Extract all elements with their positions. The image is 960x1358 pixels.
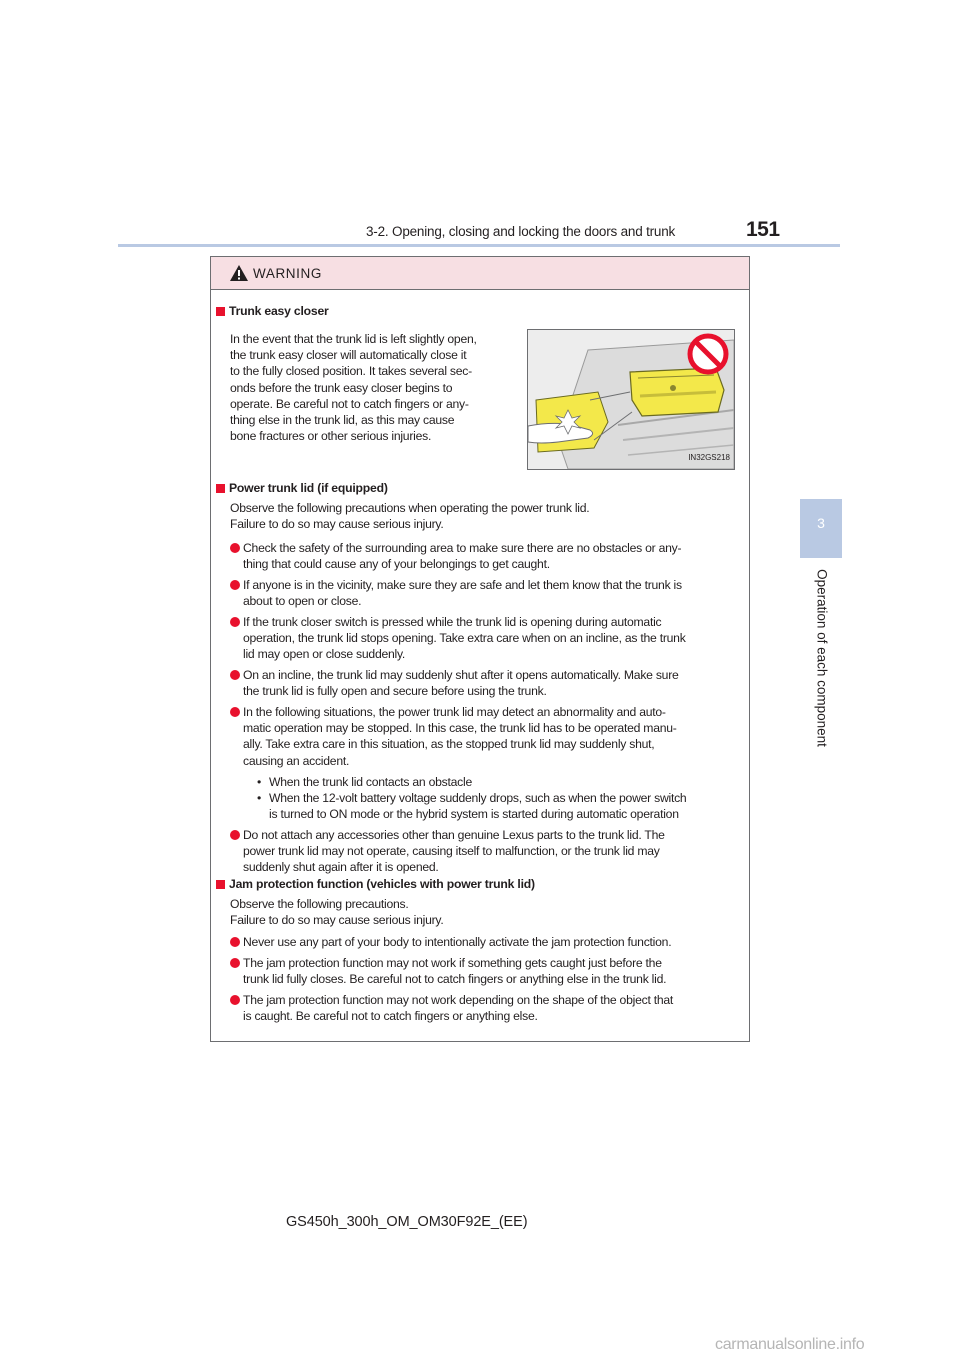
text-line: If the trunk closer switch is pressed while the trunk lid is opening during automatic [243, 615, 662, 629]
bullet-dot-icon [230, 707, 240, 717]
warning-box [210, 256, 750, 1042]
page-number: 151 [746, 218, 780, 241]
text-line: the trunk easy closer will automatically close it [230, 348, 467, 363]
section-square-icon [216, 307, 225, 316]
text-line: bone fractures or other serious injuries. [230, 429, 432, 444]
text-line: If anyone is in the vicinity, make sure they are safe and let them know that the trunk is [243, 578, 682, 592]
text-line: matic operation may be stopped. In this case, the trunk lid has to be operated manu- [243, 721, 677, 736]
warning-label: WARNING [253, 265, 322, 281]
text-line: lid may open or close suddenly. [243, 647, 406, 662]
jam-protection-heading [216, 876, 535, 892]
text-line: the trunk lid is fully open and secure before using the trunk. [243, 684, 547, 699]
illustration-code: IN32GS218 [688, 452, 730, 462]
bullet-dot-icon [230, 830, 240, 840]
sub-bullet-icon: • [257, 791, 262, 805]
bullet-dot-icon [230, 580, 240, 590]
watermark-link[interactable]: carmanualsonline.info [715, 1336, 865, 1353]
easy-closer-heading [216, 303, 329, 319]
text-line: Check the safety of the surrounding area to make sure there are no obstacles or any- [243, 541, 682, 555]
bullet-item [230, 955, 757, 987]
power-lid-heading [216, 480, 388, 496]
text-line: about to open or close. [243, 594, 362, 609]
jam-protection-title: Jam protection function (vehicles with power trunk lid) [229, 877, 535, 891]
bullet-dot-icon [230, 937, 240, 947]
text-line: thing that could cause any of your belongings to get caught. [243, 557, 550, 572]
section-title: 3-2. Opening, closing and locking the doors and trunk [366, 224, 676, 239]
text-line: Observe the following precautions when operating the power trunk lid. [230, 501, 590, 515]
power-lid-title: Power trunk lid (if equipped) [229, 481, 388, 495]
bullet-dot-icon [230, 995, 240, 1005]
sub-item [257, 774, 755, 790]
text-line: In the event that the trunk lid is left slightly open, [230, 332, 477, 346]
text-line: When the trunk lid contacts an obstacle [269, 775, 472, 789]
chapter-number: 3 [817, 515, 825, 531]
jam-protection-intro [230, 896, 750, 928]
sub-item [257, 790, 755, 822]
text-line: The jam protection function may not work depending on the shape of the object that [243, 993, 674, 1007]
power-lid-intro [230, 500, 750, 532]
text-line: to the fully closed position. It takes several sec- [230, 364, 472, 379]
section-square-icon [216, 484, 225, 493]
bullet-item [230, 614, 757, 663]
bullet-dot-icon [230, 958, 240, 968]
bullet-item [230, 934, 757, 950]
text-line: Observe the following precautions. [230, 897, 409, 911]
text-line: is caught. Be careful not to catch fingers or anything else. [243, 1009, 538, 1024]
text-line: Do not attach any accessories other than genuine Lexus parts to the trunk lid. The [243, 828, 665, 842]
bullet-dot-icon [230, 670, 240, 680]
bullet-item [230, 992, 757, 1024]
warning-triangle-icon [229, 264, 249, 282]
header-divider [118, 244, 840, 247]
text-line: Failure to do so may cause serious injury. [230, 517, 444, 532]
chapter-title: Operation of each component [814, 569, 830, 747]
model-code: GS450h_300h_OM_OM30F92E_(EE) [286, 1214, 528, 1230]
text-line: power trunk lid may not operate, causing itself to malfunction, or the trunk lid may [243, 844, 660, 859]
text-line: is turned to ON mode or the hybrid system is started during automatic operation [269, 807, 679, 822]
bullet-item [230, 827, 757, 876]
text-line: onds before the trunk easy closer begins to [230, 380, 453, 395]
bullet-dot-icon [230, 543, 240, 553]
trunk-lid-hand-illustration [528, 330, 734, 469]
text-line: On an incline, the trunk lid may suddenly shut after it opens automatically. Make sure [243, 668, 679, 682]
sub-bullet-icon: • [257, 775, 262, 789]
text-line: suddenly shut again after it is opened. [243, 860, 439, 875]
text-line: ally. Take extra care in this situation, as the stopped trunk lid may suddenly shut, [243, 737, 655, 752]
text-line: Never use any part of your body to intentionally activate the jam protection function. [243, 935, 672, 949]
section-square-icon [216, 880, 225, 889]
bullet-item [230, 577, 757, 609]
text-line: causing an accident. [243, 753, 350, 768]
chapter-tab [800, 499, 842, 558]
bullet-item [230, 667, 757, 699]
text-line: When the 12-volt battery voltage suddenly drops, such as when the power switch [269, 791, 687, 805]
text-line: operate. Be careful not to catch fingers or any- [230, 396, 469, 411]
text-line: trunk lid fully closes. Be careful not to catch fingers or anything else in the trunk lid. [243, 972, 667, 987]
text-line: In the following situations, the power trunk lid may detect an abnormality and auto- [243, 705, 666, 719]
text-line: Failure to do so may cause serious injury. [230, 913, 444, 928]
text-line: The jam protection function may not work if something gets caught just before the [243, 956, 662, 970]
bullet-item [230, 704, 757, 769]
text-line: operation, the trunk lid stops opening. Take extra care when on an incline, as the trunk [243, 631, 686, 646]
bullet-dot-icon [230, 617, 240, 627]
easy-closer-title: Trunk easy closer [229, 304, 329, 318]
easy-closer-text [230, 331, 508, 444]
trunk-closer-illustration [527, 329, 735, 470]
bullet-item [230, 540, 757, 572]
text-line: thing else in the trunk lid, as this may cause [230, 413, 455, 428]
warning-header [211, 257, 749, 290]
